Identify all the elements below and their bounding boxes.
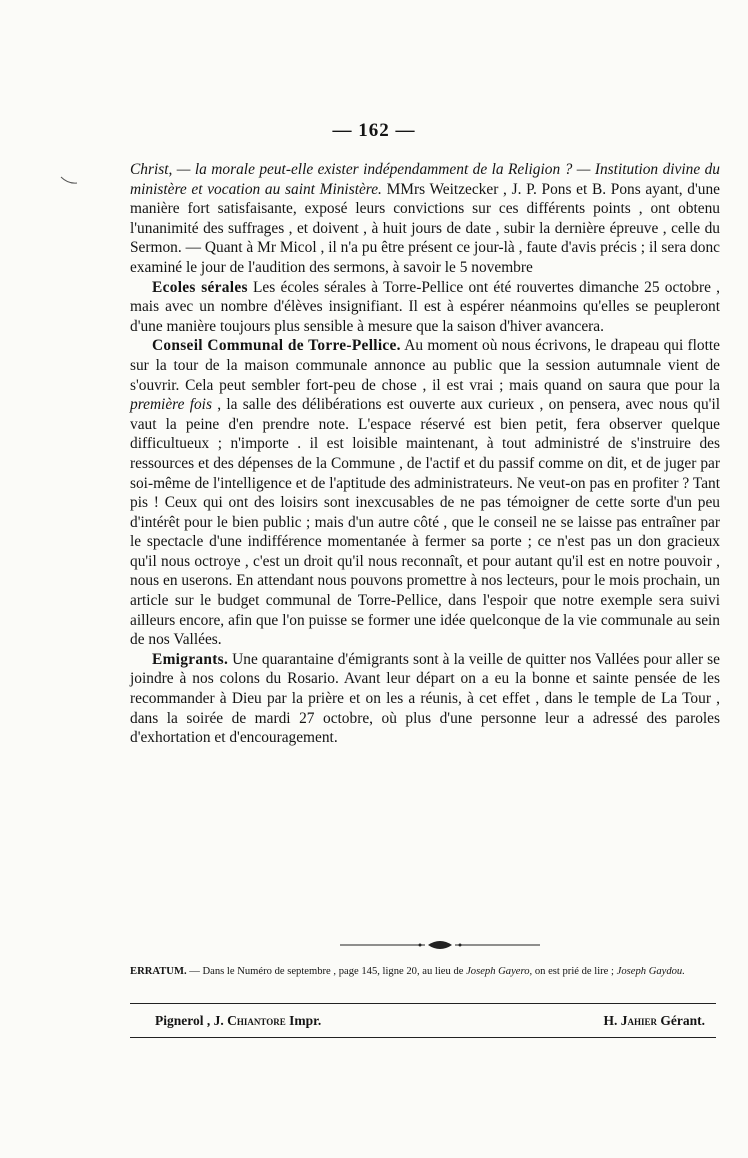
section-italic: première fois bbox=[130, 396, 212, 414]
intro-italic-text: Christ, — la morale peut-elle exister indépendamment de la Religion ? — Institution divine du ministère et vocation au saint Ministère. bbox=[130, 161, 720, 198]
printer-name: Chiantore bbox=[227, 1013, 286, 1028]
manager-name: Jahier bbox=[620, 1013, 657, 1028]
printer-suffix: Impr. bbox=[285, 1013, 322, 1028]
intro-paragraph bbox=[130, 160, 720, 278]
margin-mark bbox=[60, 175, 78, 185]
erratum-correct-name: Joseph Gaydou. bbox=[616, 966, 685, 977]
printer-imprint bbox=[155, 1013, 321, 1029]
section-conseil bbox=[130, 336, 720, 650]
page-number: — 162 — bbox=[332, 120, 416, 141]
section-ecoles bbox=[130, 278, 720, 337]
erratum-note bbox=[130, 964, 720, 979]
article-column bbox=[130, 160, 720, 748]
section-text: Les écoles sérales à Torre-Pellice ont été rouvertes dimanche 25 octobre , mais avec un nombre d'élèves insignifiant. Il est à espérer néanmoins qu'elles se peupleront d'une manière toujours plus sensible à mesure que la saison d'hiver avancera. bbox=[130, 278, 720, 335]
section-heading: Ecoles sérales bbox=[152, 278, 248, 296]
printer-prefix: Pignerol , J. bbox=[155, 1013, 228, 1028]
ornament-divider bbox=[340, 935, 540, 955]
manager-suffix: Gérant. bbox=[657, 1013, 705, 1028]
erratum-wrong-name: Joseph Gayero, bbox=[466, 966, 533, 977]
section-text: Une quarantaine d'émigrants sont à la veille de quitter nos Vallées pour aller se joindre à nos colons du Rosario. Avant leur départ on a eu la bonne et sainte pensée de les recommander à Dieu par la prière et on les a réunis, à cet effet , dans le temple de La Tour , dans la soirée de mardi 27 octobre, où plus d'une personne leur a adressé des paroles d'exhortation et d'encouragement. bbox=[130, 650, 720, 747]
section-text: Au moment où nous écrivons, le drapeau qui flotte sur la tour de la maison communale annonce au public que la session autumnale vient de s'ouvrir. Cela peut sembler fort-peu de chose , il est vrai ; mais quand on saura que pour la bbox=[130, 337, 720, 394]
footer-rule-bottom bbox=[130, 1037, 716, 1038]
intro-text: MMrs Weitzecker , J. P. Pons et B. Pons ayant, d'une manière fort satisfaisante, exposé leurs convictions sur ces différents points , ont obtenu l'unanimité des suffrages , et doivent , à huit jours de date , subir la dernière épreuve , celle du Sermon. — Quant à Mr Micol , il n'a pu être présent ce jour-là , faute d'avis précis ; il sera donc examiné le jour de l'audition des sermons, à savoir le 5 novembre bbox=[130, 180, 720, 276]
section-emigrants bbox=[130, 650, 720, 748]
manager-prefix: H. bbox=[603, 1013, 621, 1028]
erratum-text: on est prié de lire ; bbox=[532, 966, 617, 977]
manager-imprint bbox=[603, 1013, 705, 1029]
section-heading: Conseil Communal de Torre-Pellice. bbox=[152, 337, 401, 355]
erratum-text: — Dans le Numéro de septembre , page 145, ligne 20, au lieu de bbox=[186, 966, 467, 977]
section-heading: Emigrants. bbox=[152, 650, 229, 668]
footer-rule-top bbox=[130, 1003, 716, 1004]
erratum-label: ERRATUM. bbox=[130, 966, 187, 977]
imprint-footer bbox=[155, 1013, 705, 1029]
section-text: , la salle des délibérations est ouverte aux curieux , on pensera, avec nous qu'il vaut la peine d'en prendre note. L'espace réservé est bien petit, fera observer quelque difficultueux ; n'importe . il est loisible maintenant, à tout administré de s'instruire des ressources et des dépenses de la Commune , de l'actif et du passif comme on dit, et de juger par soi-même de l'intelligence et de l'aptitude des administrateurs. Ne veut-on pas en profiter ? Tant pis ! Ceux qui ont des loisirs sont inexcusables de ne pas témoigner de cette sorte d'un peu d'intérêt pour le bien public ; mais d'un autre côté , que le conseil ne se laisse pas entraîner par le spectacle d'une indifférence momentanée à fermer sa porte ; ce n'est pas un don gracieux qu'il nous octroye , c'est un droit qu'il nous reconnaît, et pour autant qu'il est en notre pouvoir , nous en userons. En attendant nous pouvons promettre à nos lecteurs, pour le mois prochain, un article sur le budget communal de Torre-Pellice, dans l'espoir que notre exemple sera suivi ailleurs encore, afin que l'on puisse se former une idée quelconque de la vie communale au sein de nos Vallées. bbox=[130, 396, 720, 649]
